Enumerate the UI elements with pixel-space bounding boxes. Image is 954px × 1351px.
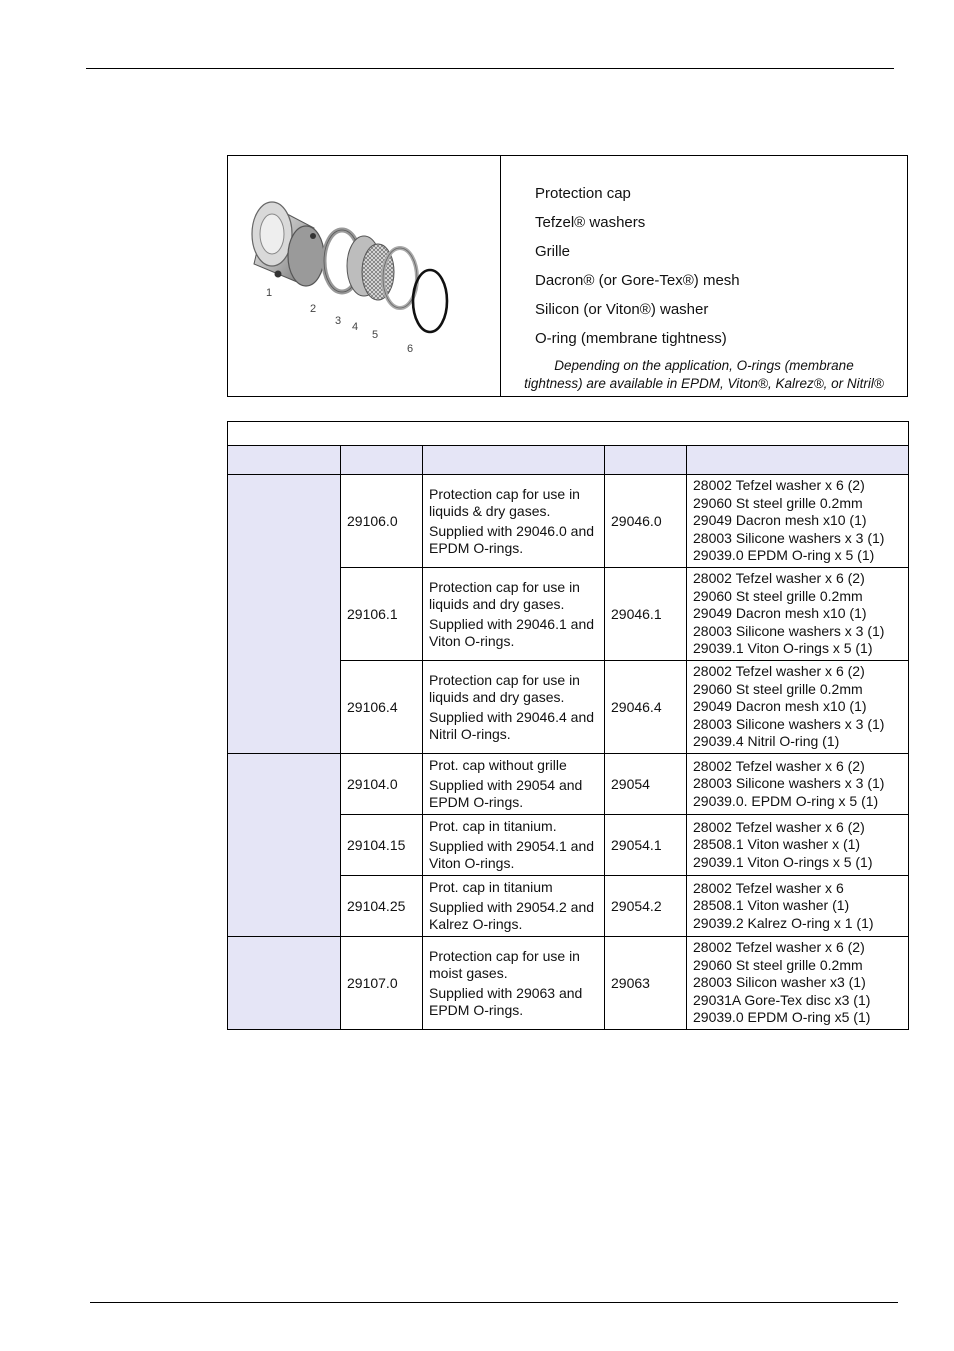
kit-number-cell: 29046.0 bbox=[605, 475, 687, 568]
category-cell bbox=[228, 754, 341, 937]
callout-1: 1 bbox=[266, 287, 273, 299]
callout-3: 3 bbox=[335, 315, 342, 327]
protection-cap-assembly-drawing bbox=[228, 156, 500, 396]
kit-number-cell: 29046.1 bbox=[605, 568, 687, 661]
header-rule bbox=[86, 68, 894, 69]
description-cell: Protection cap for use in liquids and dry gases. Supplied with 29046.4 and Nitril O-rings. bbox=[423, 661, 605, 754]
category-cell bbox=[228, 475, 341, 754]
header-cell bbox=[605, 446, 687, 475]
table-title-row bbox=[228, 422, 909, 446]
o-ring-part bbox=[413, 270, 447, 332]
legend-item: Tefzel® washers bbox=[535, 214, 646, 231]
figure-legend bbox=[501, 156, 907, 396]
header-cell bbox=[423, 446, 605, 475]
kit-number-cell: 29063 bbox=[605, 937, 687, 1030]
table-row bbox=[228, 754, 909, 815]
callout-2: 2 bbox=[310, 303, 317, 315]
part-number-cell: 29104.0 bbox=[341, 754, 423, 815]
legend-item: Silicon (or Viton®) washer bbox=[535, 301, 709, 318]
part-number-cell: 29106.0 bbox=[341, 475, 423, 568]
header-cell bbox=[228, 446, 341, 475]
note-line: tightness) are available in EPDM, Viton®, Kalrez®, or Nitril® bbox=[524, 376, 884, 391]
footer-rule bbox=[90, 1302, 898, 1303]
components-cell: 28002 Tefzel washer x 6 (2) 29060 St steel grille 0.2mm 29049 Dacron mesh x10 (1) 28003 Silicone washers x 3 (1) 29039.0 EPDM O-ring x 5 (1) bbox=[687, 475, 909, 568]
description-cell: Prot. cap without grille Supplied with 29054 and EPDM O-rings. bbox=[423, 754, 605, 815]
table-header-row bbox=[228, 446, 909, 475]
callout-4: 4 bbox=[352, 321, 359, 333]
components-cell: 28002 Tefzel washer x 6 (2) 29060 St steel grille 0.2mm 29049 Dacron mesh x10 (1) 28003 Silicone washers x 3 (1) 29039.1 Viton O-rings x 5 (1) bbox=[687, 568, 909, 661]
kit-number-cell: 29046.4 bbox=[605, 661, 687, 754]
components-cell: 28002 Tefzel washer x 6 (2) 28003 Silicone washers x 3 (1) 29039.0. EPDM O-ring x 5 (1) bbox=[687, 754, 909, 815]
table-title-cell bbox=[228, 422, 909, 446]
legend-item: Grille bbox=[535, 243, 571, 260]
legend-item: Dacron® (or Gore-Tex®) mesh bbox=[535, 272, 740, 289]
legend-item: Protection cap bbox=[535, 185, 631, 202]
note-line: Depending on the application, O-rings (membrane bbox=[554, 358, 854, 373]
o-ring-availability-note bbox=[501, 357, 907, 393]
part-number-cell: 29106.4 bbox=[341, 661, 423, 754]
spare-parts-table bbox=[227, 421, 909, 1030]
part-number-cell: 29104.25 bbox=[341, 876, 423, 937]
description-cell: Protection cap for use in moist gases. Supplied with 29063 and EPDM O-rings. bbox=[423, 937, 605, 1030]
components-cell: 28002 Tefzel washer x 6 28508.1 Viton washer (1) 29039.2 Kalrez O-ring x 1 (1) bbox=[687, 876, 909, 937]
description-cell: Protection cap for use in liquids & dry gases. Supplied with 29046.0 and EPDM O-rings. bbox=[423, 475, 605, 568]
kit-number-cell: 29054 bbox=[605, 754, 687, 815]
part-number-cell: 29106.1 bbox=[341, 568, 423, 661]
components-cell: 28002 Tefzel washer x 6 (2) 28508.1 Viton washer x (1) 29039.1 Viton O-rings x 5 (1) bbox=[687, 815, 909, 876]
callout-5: 5 bbox=[372, 329, 379, 341]
kit-number-cell: 29054.2 bbox=[605, 876, 687, 937]
header-cell bbox=[341, 446, 423, 475]
exploded-view-figure bbox=[227, 155, 908, 397]
part-number-cell: 29107.0 bbox=[341, 937, 423, 1030]
description-cell: Prot. cap in titanium Supplied with 29054.2 and Kalrez O-rings. bbox=[423, 876, 605, 937]
category-cell bbox=[228, 937, 341, 1030]
legend-item: O-ring (membrane tightness) bbox=[535, 330, 727, 347]
kit-number-cell: 29054.1 bbox=[605, 815, 687, 876]
description-cell: Prot. cap in titanium. Supplied with 29054.1 and Viton O-rings. bbox=[423, 815, 605, 876]
components-cell: 28002 Tefzel washer x 6 (2) 29060 St steel grille 0.2mm 29049 Dacron mesh x10 (1) 28003 Silicone washers x 3 (1) 29039.4 Nitril O-ring (1) bbox=[687, 661, 909, 754]
part-number-cell: 29104.15 bbox=[341, 815, 423, 876]
table-row bbox=[228, 475, 909, 568]
components-cell: 28002 Tefzel washer x 6 (2) 29060 St steel grille 0.2mm 28003 Silicon washer x3 (1) 29031A Gore-Tex disc x3 (1) 29039.0 EPDM O-ring x5 (1) bbox=[687, 937, 909, 1030]
header-cell bbox=[687, 446, 909, 475]
table-row bbox=[228, 937, 909, 1030]
description-cell: Protection cap for use in liquids and dry gases. Supplied with 29046.1 and Viton O-rings. bbox=[423, 568, 605, 661]
exploded-view-illustration bbox=[228, 156, 501, 396]
callout-6: 6 bbox=[407, 343, 414, 355]
